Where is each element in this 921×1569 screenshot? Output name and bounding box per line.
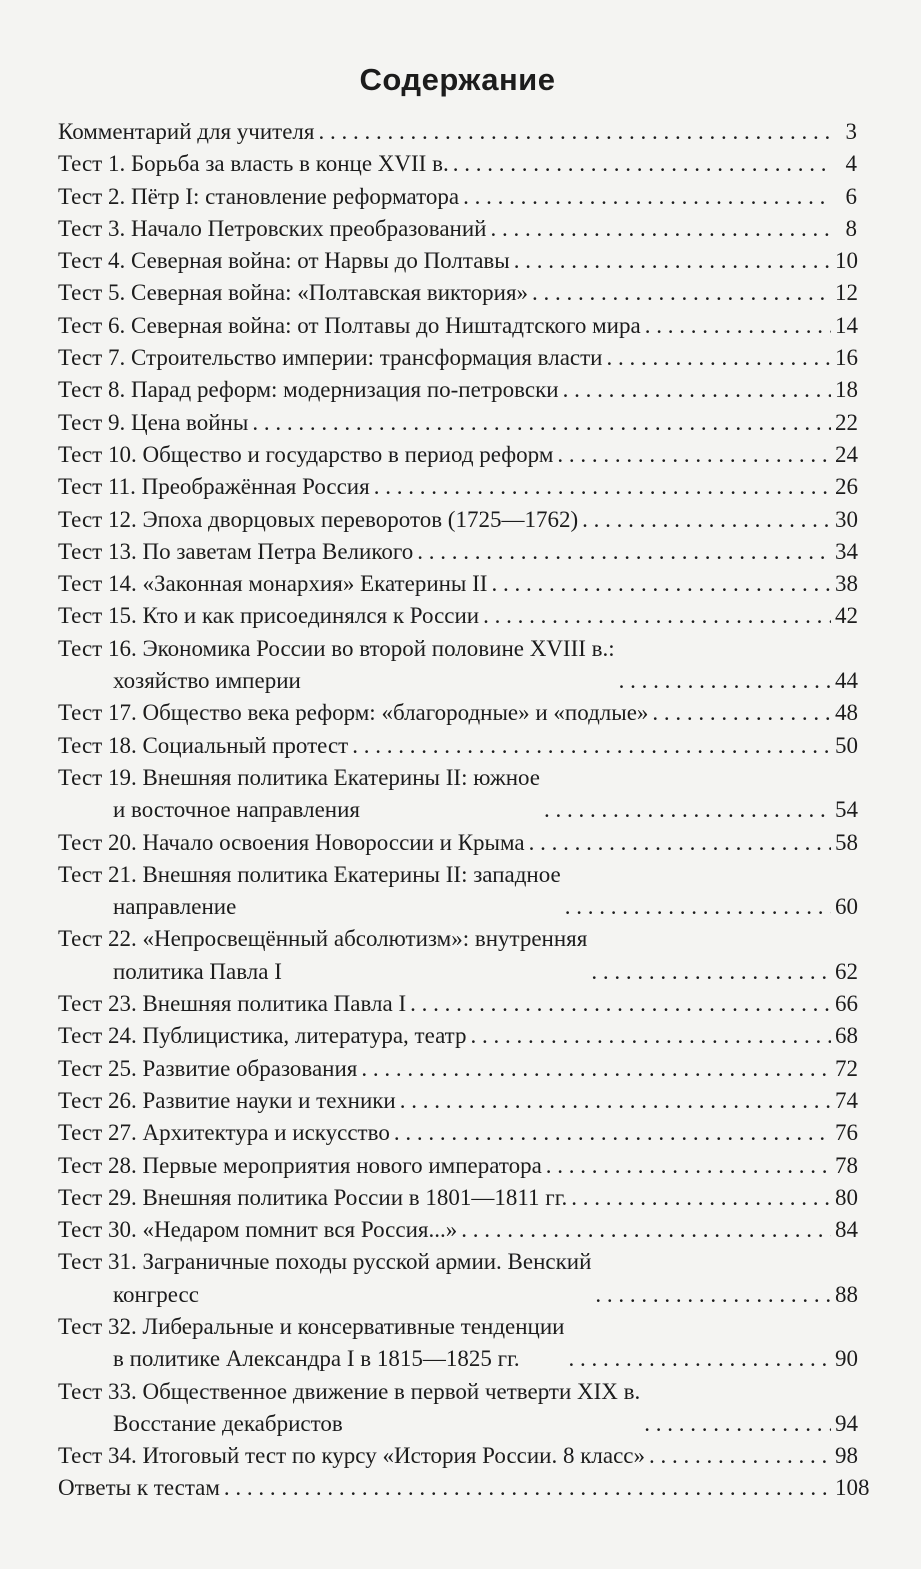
toc-entry-title-line: Тест 19. Внешняя политика Екатерины II: южное [58, 764, 541, 790]
toc-entry [58, 1182, 857, 1214]
toc-entry [58, 1117, 857, 1149]
toc-entry [58, 697, 857, 729]
toc-dot-leader [546, 1150, 831, 1182]
toc-entry-title [58, 245, 510, 277]
toc-dot-leader [652, 697, 831, 729]
toc-entry [58, 1020, 857, 1052]
toc-entry [58, 1053, 857, 1085]
toc-entry-title-continuation: направление [113, 894, 237, 920]
toc-entry-title [58, 1182, 567, 1214]
toc-entry [58, 1440, 857, 1472]
toc-entry-title-line: Тест 6. Северная война: от Полтавы до Ништадтского мира [58, 312, 641, 338]
toc-entry [58, 310, 857, 342]
toc-entry-title-line: Тест 34. Итоговый тест по курсу «История России. 8 класс» [58, 1443, 646, 1469]
toc-entry-title-line: Тест 14. «Законная монархия» Екатерины II [58, 571, 488, 597]
toc-entry [58, 1214, 857, 1246]
toc-entry-title-line: Комментарий для учителя [58, 119, 315, 144]
toc-page-number: 24 [835, 441, 858, 467]
toc-entry [58, 342, 857, 374]
toc-entry [58, 1376, 857, 1441]
toc-dot-leader [529, 827, 831, 859]
toc-dot-leader [644, 1408, 831, 1440]
toc-entry-title [58, 213, 486, 245]
toc-entry-title-line: Тест 32. Либеральные и консервативные тенденции [58, 1313, 565, 1339]
toc-entry-title [58, 859, 561, 924]
toc-entry-title-line: Тест 29. Внешняя политика России в 1801—1811 гг. [58, 1184, 568, 1210]
toc-entry [58, 116, 857, 148]
toc-entry [58, 827, 857, 859]
toc-entry-title [58, 1150, 542, 1182]
toc-page-number: 42 [835, 603, 858, 629]
toc-page-number: 22 [835, 409, 858, 435]
toc-entry-title [58, 439, 553, 471]
toc-entry-title-continuation: и восточное направления [113, 797, 360, 823]
toc-dot-leader [483, 600, 831, 632]
toc-entry-title [58, 1214, 457, 1246]
toc-entry-title [58, 1053, 357, 1085]
toc-entry-title [58, 923, 587, 988]
toc-dot-leader [544, 794, 831, 826]
toc-dot-leader [463, 181, 831, 213]
toc-page-number: 26 [835, 474, 858, 500]
toc-entry [58, 1150, 857, 1182]
toc-page-number: 72 [835, 1055, 858, 1081]
toc-dot-leader [514, 245, 831, 277]
toc-entry-title-continuation: в политике Александра I в 1815—1825 гг. [113, 1346, 520, 1372]
page-title: Содержание [359, 62, 556, 97]
toc-entry [58, 374, 857, 406]
toc-dot-leader [361, 1053, 831, 1085]
toc-page-number: 44 [835, 668, 858, 694]
toc-entry-title-line: Тест 21. Внешняя политика Екатерины II: западное [58, 861, 561, 887]
toc-entry-title-line: Тест 13. По заветам Петра Великого [58, 538, 414, 564]
toc-entry-title [58, 342, 602, 374]
toc-dot-leader [319, 116, 832, 148]
toc-dot-leader [568, 1343, 831, 1375]
toc-entry-title [58, 277, 528, 309]
toc-page-number: 88 [835, 1281, 858, 1307]
toc-dot-leader [649, 1440, 831, 1472]
toc-entry-title-line: Ответы к тестам [58, 1475, 220, 1501]
toc-entry-title-line: Тест 28. Первые мероприятия нового императора [58, 1152, 542, 1178]
toc-entry-title [58, 762, 540, 827]
toc-entry-title [58, 181, 459, 213]
toc-entry [58, 600, 857, 632]
toc-entry-title [58, 1020, 467, 1052]
toc-entry-title [58, 1376, 640, 1441]
toc-entry [58, 988, 857, 1020]
toc-entry-title-line: Тест 7. Строительство империи: трансформация власти [58, 345, 603, 371]
toc-entry [58, 471, 857, 503]
toc-entry-title-line: Тест 16. Экономика России во второй половине XVIII в.: [58, 635, 615, 661]
toc-page-number: 12 [835, 280, 858, 306]
toc-entry-title-line: Тест 27. Архитектура и искусство [58, 1120, 390, 1146]
toc-page-number: 80 [835, 1184, 858, 1210]
toc-page-number: 108 [835, 1475, 870, 1501]
toc-page-number: 54 [835, 797, 858, 823]
toc-entry-title [58, 730, 348, 762]
toc-entry-title-line: Тест 9. Цена войны [58, 409, 249, 435]
toc-page-number: 14 [835, 312, 858, 338]
toc-entry-title-line: Тест 8. Парад реформ: модернизация по-петровски [58, 377, 559, 403]
toc-dot-leader [400, 1085, 831, 1117]
toc-entry-title-line: Тест 22. «Непросвещённый абсолютизм»: внутренняя [58, 926, 588, 952]
toc-entry-title [58, 504, 578, 536]
toc-dot-leader [490, 213, 831, 245]
toc-page-number: 78 [835, 1152, 858, 1178]
toc-entry-title [58, 988, 406, 1020]
toc-entry [58, 148, 857, 180]
toc-entry-title [58, 116, 315, 148]
toc-dot-leader [645, 310, 831, 342]
toc-entry [58, 923, 857, 988]
toc-entry-title-line: Тест 23. Внешняя политика Павла I [58, 991, 407, 1017]
toc-dot-leader [252, 407, 831, 439]
toc-entry-title [58, 568, 487, 600]
toc-entry-title-line: Тест 12. Эпоха дворцовых переворотов (1725—1762) [58, 506, 579, 532]
toc-page-number: 66 [835, 991, 858, 1017]
table-of-contents [58, 116, 870, 1505]
toc-entry-title-line: Тест 18. Социальный протест [58, 732, 349, 758]
toc-page-number: 6 [845, 183, 857, 209]
toc-entry-title [58, 697, 648, 729]
toc-page-number: 94 [835, 1410, 858, 1436]
toc-page-number: 68 [835, 1023, 858, 1049]
toc-entry-title [58, 1246, 591, 1311]
toc-page-number: 90 [835, 1346, 858, 1372]
toc-entry [58, 633, 857, 698]
toc-dot-leader [417, 536, 831, 568]
toc-entry [58, 762, 857, 827]
toc-dot-leader [619, 665, 831, 697]
toc-dot-leader [374, 471, 831, 503]
toc-page-number: 4 [845, 151, 857, 177]
toc-entry [58, 1311, 857, 1376]
toc-page-number: 3 [845, 119, 857, 144]
toc-entry-title-line: Тест 17. Общество века реформ: «благородные» и «подлые» [58, 700, 649, 726]
toc-entry-title-line: Тест 4. Северная война: от Нарвы до Полтавы [58, 248, 510, 274]
toc-dot-leader [557, 439, 831, 471]
toc-page-number: 34 [835, 538, 858, 564]
toc-dot-leader [410, 988, 831, 1020]
toc-dot-leader [491, 568, 831, 600]
toc-page-number: 38 [835, 571, 858, 597]
toc-entry-title-continuation: политика Павла I [113, 958, 282, 984]
toc-dot-leader [595, 1279, 831, 1311]
toc-page-number: 98 [835, 1443, 858, 1469]
toc-entry-title [58, 148, 449, 180]
toc-dot-leader [606, 342, 831, 374]
toc-dot-leader [591, 956, 831, 988]
toc-dot-leader [563, 374, 831, 406]
toc-dot-leader [471, 1020, 831, 1052]
toc-entry [58, 407, 857, 439]
toc-entry-title-line: Тест 24. Публицистика, литература, театр [58, 1023, 467, 1049]
toc-entry-title [58, 1117, 390, 1149]
toc-page-number: 74 [835, 1087, 858, 1113]
toc-page-number: 16 [835, 345, 858, 371]
toc-entry-title [58, 633, 615, 698]
toc-page-number: 84 [835, 1217, 858, 1243]
toc-entry-title [58, 1472, 220, 1504]
toc-entry-title [58, 1440, 645, 1472]
toc-entry-title-line: Тест 31. Заграничные походы русской армии. Венский [58, 1249, 592, 1275]
toc-entry-title-line: Тест 33. Общественное движение в первой четверти XIX в. [58, 1378, 641, 1404]
toc-entry-title-continuation: Восстание декабристов [113, 1410, 343, 1436]
toc-entry-title-line: Тест 26. Развитие науки и техники [58, 1087, 396, 1113]
toc-entry-title [58, 1085, 396, 1117]
toc-entry-title [58, 374, 559, 406]
toc-entry-title [58, 536, 413, 568]
toc-entry [58, 568, 857, 600]
toc-entry-title-line: Тест 20. Начало освоения Новороссии и Крыма [58, 829, 525, 855]
toc-entry [58, 277, 857, 309]
toc-entry-title [58, 310, 641, 342]
toc-entry [58, 1472, 870, 1504]
toc-dot-leader [532, 277, 831, 309]
toc-entry-title-line: Тест 25. Развитие образования [58, 1055, 358, 1081]
toc-dot-leader [224, 1472, 831, 1504]
toc-entry [58, 1085, 857, 1117]
toc-entry-title-line: Тест 11. Преображённая Россия [58, 474, 370, 500]
toc-entry [58, 859, 857, 924]
toc-entry-title-continuation: хозяйство империи [113, 668, 301, 694]
toc-page-number: 50 [835, 732, 858, 758]
toc-entry [58, 1246, 857, 1311]
toc-page-number: 8 [845, 215, 857, 241]
toc-entry-title-line: Тест 1. Борьба за власть в конце XVII в. [58, 151, 449, 177]
toc-entry-title-line: Тест 30. «Недаром помнит вся Россия...» [58, 1217, 458, 1243]
toc-entry-title-line: Тест 10. Общество и государство в период реформ [58, 441, 554, 467]
toc-dot-leader [571, 1182, 831, 1214]
toc-page-number: 30 [835, 506, 858, 532]
toc-entry-title [58, 827, 525, 859]
toc-entry [58, 730, 857, 762]
toc-page-number: 62 [835, 958, 858, 984]
toc-dot-leader [565, 891, 831, 923]
toc-dot-leader [582, 504, 831, 536]
toc-entry-title-line: Тест 5. Северная война: «Полтавская виктория» [58, 280, 529, 306]
toc-dot-leader [453, 148, 831, 180]
toc-entry [58, 245, 857, 277]
toc-dot-leader [461, 1214, 831, 1246]
toc-entry-title-line: Тест 2. Пётр I: становление реформатора [58, 183, 460, 209]
toc-page-number: 60 [835, 894, 858, 920]
toc-entry [58, 504, 857, 536]
toc-entry-title [58, 471, 370, 503]
toc-entry-title [58, 1311, 564, 1376]
toc-entry [58, 536, 857, 568]
toc-entry-title [58, 407, 248, 439]
toc-page-number: 76 [835, 1120, 858, 1146]
toc-page-number: 48 [835, 700, 858, 726]
toc-dot-leader [394, 1117, 831, 1149]
toc-entry-title [58, 600, 479, 632]
toc-page-number: 10 [835, 248, 858, 274]
toc-entry-title-line: Тест 3. Начало Петровских преобразований [58, 215, 487, 241]
toc-entry [58, 439, 857, 471]
toc-page-number: 18 [835, 377, 858, 403]
toc-entry-title-continuation: конгресс [113, 1281, 199, 1307]
toc-entry [58, 213, 857, 245]
toc-entry [58, 181, 857, 213]
toc-entry-title-line: Тест 15. Кто и как присоединялся к России [58, 603, 480, 629]
toc-page-number: 58 [835, 829, 858, 855]
toc-dot-leader [352, 730, 831, 762]
